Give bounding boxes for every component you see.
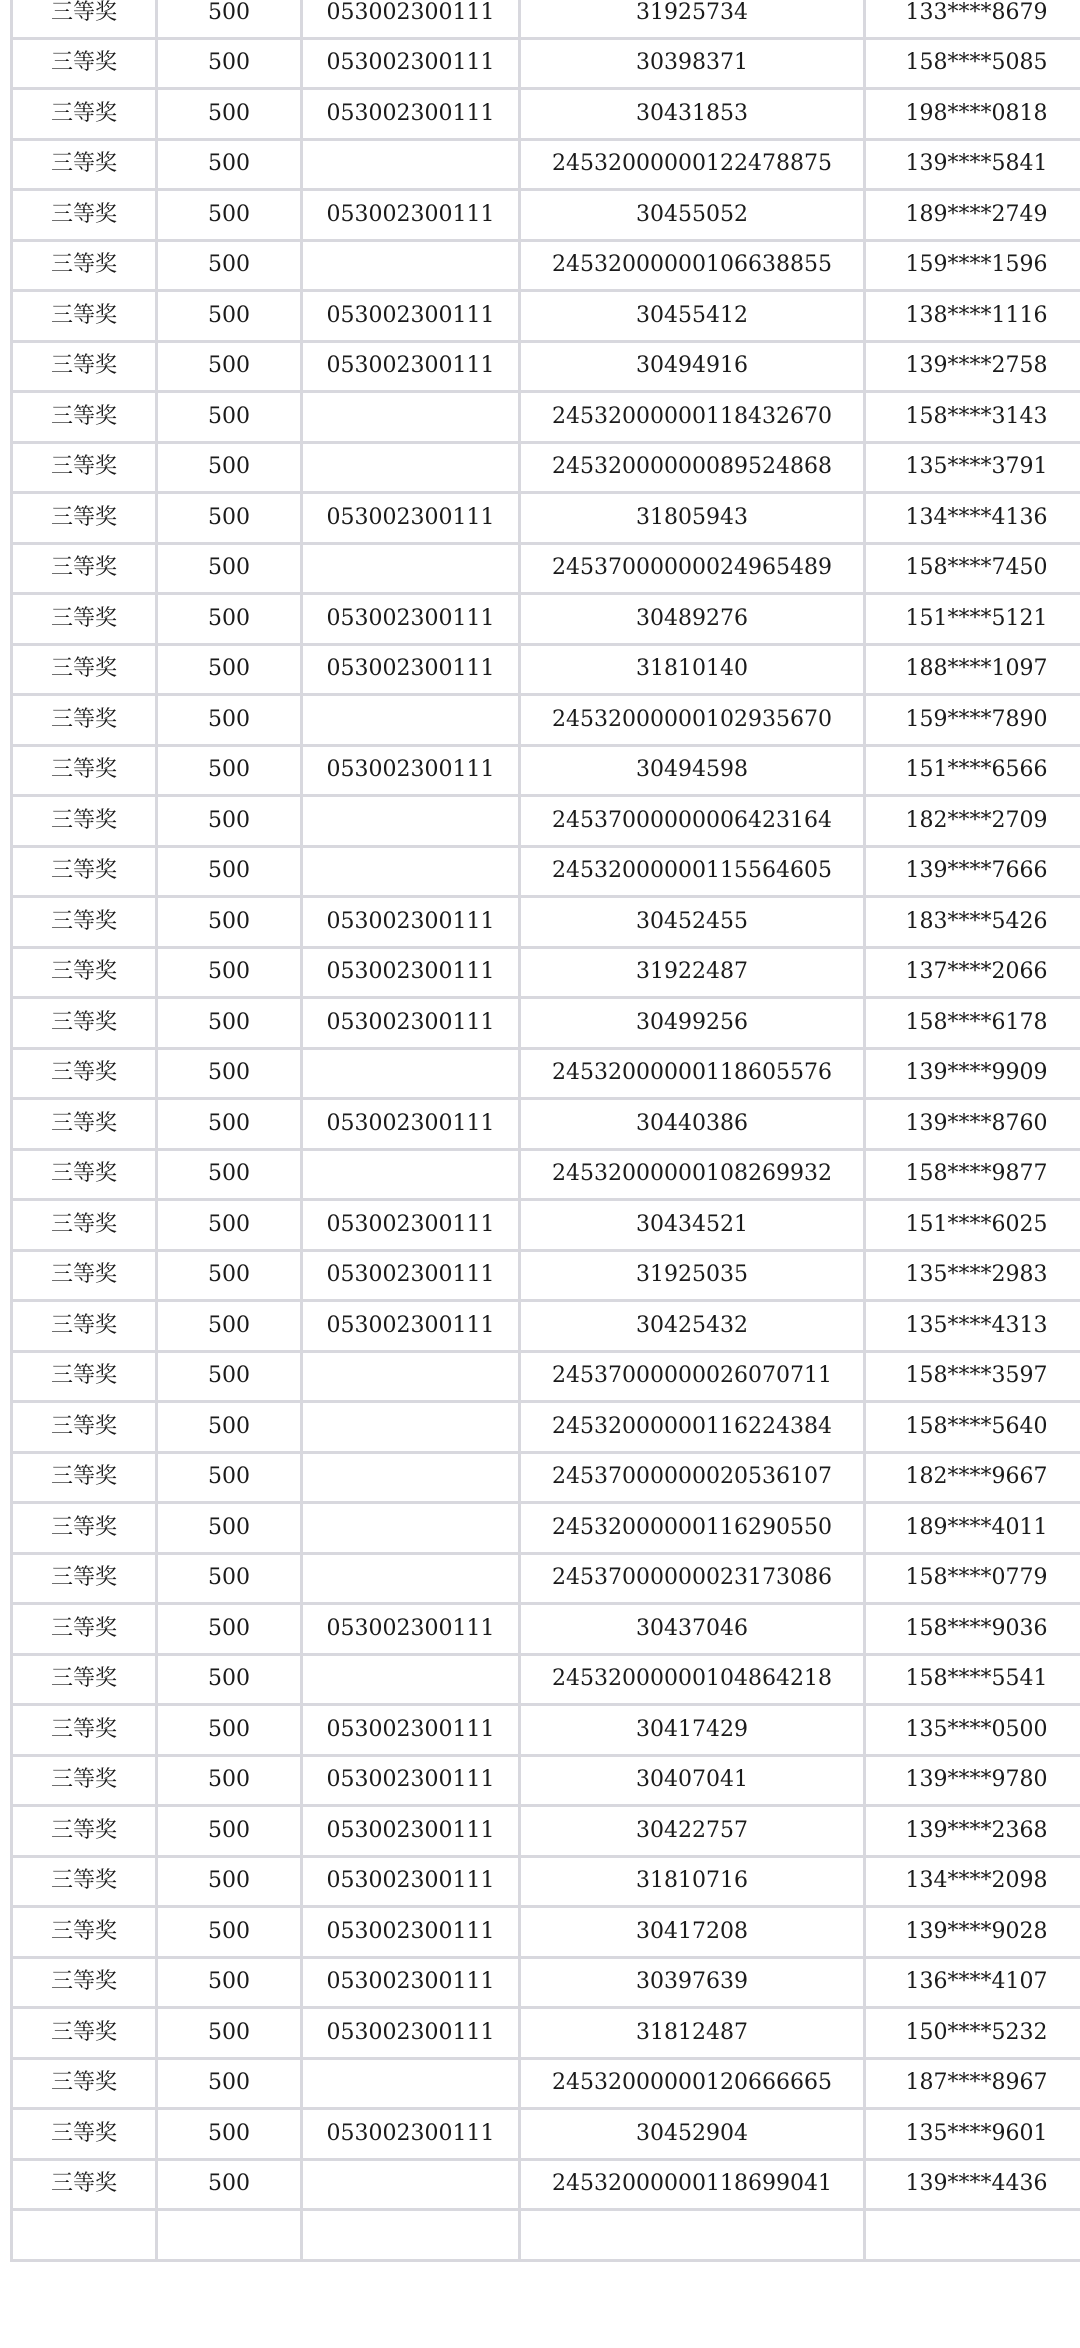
phone-number-cell: 158****9036 bbox=[865, 1604, 1080, 1655]
phone-number-cell: 139****9028 bbox=[865, 1907, 1080, 1958]
prize-level-cell: 三等奖 bbox=[12, 1907, 157, 1958]
phone-number-cell: 183****5426 bbox=[865, 897, 1080, 948]
store-code-cell bbox=[302, 442, 520, 493]
store-code-cell bbox=[302, 796, 520, 847]
store-code-cell: 053002300111 bbox=[302, 1301, 520, 1352]
prize-level-cell: 三等奖 bbox=[12, 644, 157, 695]
prize-level-cell: 三等奖 bbox=[12, 1654, 157, 1705]
phone-number-cell: 139****2758 bbox=[865, 341, 1080, 392]
store-code-cell: 053002300111 bbox=[302, 1604, 520, 1655]
phone-number-cell: 159****7890 bbox=[865, 695, 1080, 746]
phone-number-cell: 187****8967 bbox=[865, 2058, 1080, 2109]
ticket-number-cell: 24532000000118605576 bbox=[520, 1048, 865, 1099]
prize-level-cell: 三等奖 bbox=[12, 1250, 157, 1301]
prize-amount-cell: 500 bbox=[157, 392, 302, 443]
prize-amount-cell: 500 bbox=[157, 594, 302, 645]
phone-number-cell: 139****9780 bbox=[865, 1755, 1080, 1806]
store-code-cell bbox=[302, 1503, 520, 1554]
ticket-number-cell: 31922487 bbox=[520, 947, 865, 998]
table-row bbox=[12, 1351, 1080, 1402]
ticket-number-cell: 30417208 bbox=[520, 1907, 865, 1958]
prize-amount-cell: 500 bbox=[157, 1351, 302, 1402]
prize-level-cell: 三等奖 bbox=[12, 0, 157, 38]
table-row bbox=[12, 2008, 1080, 2059]
table-row bbox=[12, 1048, 1080, 1099]
phone-number-cell bbox=[865, 2210, 1080, 2261]
table-row bbox=[12, 1654, 1080, 1705]
prize-amount-cell: 500 bbox=[157, 1705, 302, 1756]
store-code-cell bbox=[302, 392, 520, 443]
ticket-number-cell: 30422757 bbox=[520, 1806, 865, 1857]
ticket-number-cell: 30452904 bbox=[520, 2109, 865, 2160]
table-row bbox=[12, 1907, 1080, 1958]
prize-level-cell bbox=[12, 2210, 157, 2261]
phone-number-cell: 158****5541 bbox=[865, 1654, 1080, 1705]
ticket-number-cell: 31810140 bbox=[520, 644, 865, 695]
prize-amount-cell: 500 bbox=[157, 291, 302, 342]
phone-number-cell: 158****6178 bbox=[865, 998, 1080, 1049]
ticket-number-cell: 30407041 bbox=[520, 1755, 865, 1806]
ticket-number-cell: 31925035 bbox=[520, 1250, 865, 1301]
prize-amount-cell: 500 bbox=[157, 695, 302, 746]
ticket-number-cell: 24532000000089524868 bbox=[520, 442, 865, 493]
table-row bbox=[12, 998, 1080, 1049]
phone-number-cell: 151****6566 bbox=[865, 745, 1080, 796]
table-row bbox=[12, 947, 1080, 998]
store-code-cell bbox=[302, 1048, 520, 1099]
phone-number-cell: 182****9667 bbox=[865, 1452, 1080, 1503]
prize-level-cell: 三等奖 bbox=[12, 1099, 157, 1150]
store-code-cell: 053002300111 bbox=[302, 89, 520, 140]
store-code-cell: 053002300111 bbox=[302, 2008, 520, 2059]
prize-level-cell: 三等奖 bbox=[12, 1301, 157, 1352]
prize-level-cell: 三等奖 bbox=[12, 139, 157, 190]
store-code-cell: 053002300111 bbox=[302, 1200, 520, 1251]
ticket-number-cell: 24532000000115564605 bbox=[520, 846, 865, 897]
phone-number-cell: 158****5085 bbox=[865, 38, 1080, 89]
prize-level-cell: 三等奖 bbox=[12, 2008, 157, 2059]
store-code-cell bbox=[302, 139, 520, 190]
table-row bbox=[12, 341, 1080, 392]
phone-number-cell: 139****2368 bbox=[865, 1806, 1080, 1857]
store-code-cell: 053002300111 bbox=[302, 745, 520, 796]
store-code-cell: 053002300111 bbox=[302, 644, 520, 695]
prize-level-cell: 三等奖 bbox=[12, 442, 157, 493]
prize-level-cell: 三等奖 bbox=[12, 695, 157, 746]
phone-number-cell: 136****4107 bbox=[865, 1957, 1080, 2008]
ticket-number-cell: 31925734 bbox=[520, 0, 865, 38]
ticket-number-cell: 24537000000006423164 bbox=[520, 796, 865, 847]
store-code-cell: 053002300111 bbox=[302, 1806, 520, 1857]
phone-number-cell: 135****4313 bbox=[865, 1301, 1080, 1352]
prize-amount-cell: 500 bbox=[157, 796, 302, 847]
prize-level-cell: 三等奖 bbox=[12, 1452, 157, 1503]
store-code-cell bbox=[302, 1351, 520, 1402]
phone-number-cell: 159****1596 bbox=[865, 240, 1080, 291]
store-code-cell: 053002300111 bbox=[302, 38, 520, 89]
prize-level-cell: 三等奖 bbox=[12, 2109, 157, 2160]
prize-amount-cell: 500 bbox=[157, 38, 302, 89]
ticket-number-cell: 30417429 bbox=[520, 1705, 865, 1756]
prize-amount-cell: 500 bbox=[157, 1755, 302, 1806]
prize-amount-cell: 500 bbox=[157, 1200, 302, 1251]
phone-number-cell: 189****4011 bbox=[865, 1503, 1080, 1554]
prize-level-cell: 三等奖 bbox=[12, 1200, 157, 1251]
table-row bbox=[12, 392, 1080, 443]
table-row bbox=[12, 442, 1080, 493]
table-row bbox=[12, 1806, 1080, 1857]
table-row bbox=[12, 2159, 1080, 2210]
prize-level-cell: 三等奖 bbox=[12, 947, 157, 998]
table-row bbox=[12, 796, 1080, 847]
store-code-cell bbox=[302, 2058, 520, 2109]
phone-number-cell: 139****9909 bbox=[865, 1048, 1080, 1099]
phone-number-cell: 158****3143 bbox=[865, 392, 1080, 443]
prize-amount-cell: 500 bbox=[157, 2159, 302, 2210]
table-row bbox=[12, 745, 1080, 796]
store-code-cell: 053002300111 bbox=[302, 2109, 520, 2160]
prize-amount-cell: 500 bbox=[157, 493, 302, 544]
prize-amount-cell: 500 bbox=[157, 1402, 302, 1453]
phone-number-cell: 198****0818 bbox=[865, 89, 1080, 140]
ticket-number-cell: 24537000000020536107 bbox=[520, 1452, 865, 1503]
prize-amount-cell: 500 bbox=[157, 1604, 302, 1655]
table-row bbox=[12, 1301, 1080, 1352]
store-code-cell bbox=[302, 695, 520, 746]
phone-number-cell: 135****3791 bbox=[865, 442, 1080, 493]
prize-amount-cell: 500 bbox=[157, 1907, 302, 1958]
ticket-number-cell: 30437046 bbox=[520, 1604, 865, 1655]
prize-level-cell: 三等奖 bbox=[12, 1048, 157, 1099]
table-row bbox=[12, 1149, 1080, 1200]
table-row bbox=[12, 291, 1080, 342]
phone-number-cell: 134****2098 bbox=[865, 1856, 1080, 1907]
prize-level-cell: 三等奖 bbox=[12, 89, 157, 140]
store-code-cell: 053002300111 bbox=[302, 1755, 520, 1806]
table-row bbox=[12, 1099, 1080, 1150]
prize-amount-cell: 500 bbox=[157, 1654, 302, 1705]
ticket-number-cell: 24532000000104864218 bbox=[520, 1654, 865, 1705]
prize-amount-cell bbox=[157, 2210, 302, 2261]
prize-amount-cell: 500 bbox=[157, 1856, 302, 1907]
ticket-number-cell: 30397639 bbox=[520, 1957, 865, 2008]
phone-number-cell: 189****2749 bbox=[865, 190, 1080, 241]
prize-level-cell: 三等奖 bbox=[12, 1705, 157, 1756]
prize-amount-cell: 500 bbox=[157, 139, 302, 190]
prize-amount-cell: 500 bbox=[157, 2058, 302, 2109]
ticket-number-cell: 30489276 bbox=[520, 594, 865, 645]
phone-number-cell: 158****3597 bbox=[865, 1351, 1080, 1402]
table-row bbox=[12, 89, 1080, 140]
prize-level-cell: 三等奖 bbox=[12, 1604, 157, 1655]
table-row bbox=[12, 1604, 1080, 1655]
table-row bbox=[12, 695, 1080, 746]
ticket-number-cell: 30499256 bbox=[520, 998, 865, 1049]
store-code-cell: 053002300111 bbox=[302, 1907, 520, 1958]
ticket-number-cell: 30425432 bbox=[520, 1301, 865, 1352]
prize-level-cell: 三等奖 bbox=[12, 897, 157, 948]
store-code-cell: 053002300111 bbox=[302, 493, 520, 544]
ticket-number-cell: 24532000000102935670 bbox=[520, 695, 865, 746]
prize-amount-cell: 500 bbox=[157, 998, 302, 1049]
ticket-number-cell: 24532000000108269932 bbox=[520, 1149, 865, 1200]
store-code-cell: 053002300111 bbox=[302, 190, 520, 241]
phone-number-cell: 135****2983 bbox=[865, 1250, 1080, 1301]
prize-amount-cell: 500 bbox=[157, 89, 302, 140]
prize-amount-cell: 500 bbox=[157, 1503, 302, 1554]
ticket-number-cell: 31810716 bbox=[520, 1856, 865, 1907]
prize-level-cell: 三等奖 bbox=[12, 1957, 157, 2008]
phone-number-cell: 133****8679 bbox=[865, 0, 1080, 38]
table-row bbox=[12, 1755, 1080, 1806]
prize-level-cell: 三等奖 bbox=[12, 998, 157, 1049]
prize-amount-cell: 500 bbox=[157, 442, 302, 493]
table-row bbox=[12, 1402, 1080, 1453]
store-code-cell bbox=[302, 1402, 520, 1453]
table-row bbox=[12, 543, 1080, 594]
store-code-cell bbox=[302, 2210, 520, 2261]
table-row bbox=[12, 1856, 1080, 1907]
table-row bbox=[12, 0, 1080, 38]
prize-amount-cell: 500 bbox=[157, 1553, 302, 1604]
phone-number-cell: 158****5640 bbox=[865, 1402, 1080, 1453]
prize-level-cell: 三等奖 bbox=[12, 291, 157, 342]
phone-number-cell: 188****1097 bbox=[865, 644, 1080, 695]
prize-level-cell: 三等奖 bbox=[12, 493, 157, 544]
ticket-number-cell: 31805943 bbox=[520, 493, 865, 544]
prize-amount-cell: 500 bbox=[157, 1957, 302, 2008]
winners-table-body bbox=[12, 0, 1080, 2260]
prize-amount-cell: 500 bbox=[157, 1149, 302, 1200]
prize-amount-cell: 500 bbox=[157, 2008, 302, 2059]
prize-level-cell: 三等奖 bbox=[12, 240, 157, 291]
table-row bbox=[12, 2210, 1080, 2261]
table-row bbox=[12, 38, 1080, 89]
store-code-cell: 053002300111 bbox=[302, 897, 520, 948]
phone-number-cell: 139****8760 bbox=[865, 1099, 1080, 1150]
phone-number-cell: 158****7450 bbox=[865, 543, 1080, 594]
table-row bbox=[12, 2109, 1080, 2160]
table-row bbox=[12, 240, 1080, 291]
prize-amount-cell: 500 bbox=[157, 0, 302, 38]
table-row bbox=[12, 846, 1080, 897]
prize-amount-cell: 500 bbox=[157, 1301, 302, 1352]
ticket-number-cell: 24537000000026070711 bbox=[520, 1351, 865, 1402]
store-code-cell bbox=[302, 240, 520, 291]
prize-amount-cell: 500 bbox=[157, 1452, 302, 1503]
ticket-number-cell: 30494916 bbox=[520, 341, 865, 392]
store-code-cell: 053002300111 bbox=[302, 291, 520, 342]
winners-table bbox=[10, 0, 1080, 2262]
prize-level-cell: 三等奖 bbox=[12, 2159, 157, 2210]
store-code-cell: 053002300111 bbox=[302, 998, 520, 1049]
table-row bbox=[12, 493, 1080, 544]
phone-number-cell: 139****7666 bbox=[865, 846, 1080, 897]
phone-number-cell: 151****6025 bbox=[865, 1200, 1080, 1251]
prize-amount-cell: 500 bbox=[157, 341, 302, 392]
prize-level-cell: 三等奖 bbox=[12, 1806, 157, 1857]
phone-number-cell: 158****9877 bbox=[865, 1149, 1080, 1200]
phone-number-cell: 151****5121 bbox=[865, 594, 1080, 645]
table-row bbox=[12, 594, 1080, 645]
store-code-cell bbox=[302, 1654, 520, 1705]
ticket-number-cell: 31812487 bbox=[520, 2008, 865, 2059]
prize-level-cell: 三等奖 bbox=[12, 190, 157, 241]
store-code-cell bbox=[302, 2159, 520, 2210]
prize-level-cell: 三等奖 bbox=[12, 1755, 157, 1806]
store-code-cell bbox=[302, 1553, 520, 1604]
store-code-cell: 053002300111 bbox=[302, 1856, 520, 1907]
phone-number-cell: 182****2709 bbox=[865, 796, 1080, 847]
phone-number-cell: 158****0779 bbox=[865, 1553, 1080, 1604]
store-code-cell bbox=[302, 846, 520, 897]
store-code-cell: 053002300111 bbox=[302, 0, 520, 38]
store-code-cell: 053002300111 bbox=[302, 1250, 520, 1301]
table-row bbox=[12, 139, 1080, 190]
store-code-cell: 053002300111 bbox=[302, 1705, 520, 1756]
prize-amount-cell: 500 bbox=[157, 190, 302, 241]
prize-level-cell: 三等奖 bbox=[12, 341, 157, 392]
phone-number-cell: 134****4136 bbox=[865, 493, 1080, 544]
table-row bbox=[12, 1553, 1080, 1604]
ticket-number-cell: 30455412 bbox=[520, 291, 865, 342]
prize-amount-cell: 500 bbox=[157, 947, 302, 998]
table-row bbox=[12, 644, 1080, 695]
ticket-number-cell: 30494598 bbox=[520, 745, 865, 796]
store-code-cell: 053002300111 bbox=[302, 341, 520, 392]
ticket-number-cell: 24532000000106638855 bbox=[520, 240, 865, 291]
phone-number-cell: 139****5841 bbox=[865, 139, 1080, 190]
ticket-number-cell: 30455052 bbox=[520, 190, 865, 241]
phone-number-cell: 150****5232 bbox=[865, 2008, 1080, 2059]
prize-amount-cell: 500 bbox=[157, 1048, 302, 1099]
table-row bbox=[12, 190, 1080, 241]
store-code-cell bbox=[302, 1149, 520, 1200]
prize-amount-cell: 500 bbox=[157, 644, 302, 695]
ticket-number-cell bbox=[520, 2210, 865, 2261]
prize-amount-cell: 500 bbox=[157, 2109, 302, 2160]
prize-level-cell: 三等奖 bbox=[12, 1351, 157, 1402]
ticket-number-cell: 24532000000116224384 bbox=[520, 1402, 865, 1453]
prize-level-cell: 三等奖 bbox=[12, 1553, 157, 1604]
prize-level-cell: 三等奖 bbox=[12, 2058, 157, 2109]
store-code-cell: 053002300111 bbox=[302, 594, 520, 645]
prize-level-cell: 三等奖 bbox=[12, 1856, 157, 1907]
table-row bbox=[12, 1957, 1080, 2008]
phone-number-cell: 137****2066 bbox=[865, 947, 1080, 998]
ticket-number-cell: 30440386 bbox=[520, 1099, 865, 1150]
prize-level-cell: 三等奖 bbox=[12, 543, 157, 594]
table-row bbox=[12, 897, 1080, 948]
table-row bbox=[12, 1452, 1080, 1503]
ticket-number-cell: 24532000000118432670 bbox=[520, 392, 865, 443]
prize-amount-cell: 500 bbox=[157, 543, 302, 594]
ticket-number-cell: 24532000000120666665 bbox=[520, 2058, 865, 2109]
prize-level-cell: 三等奖 bbox=[12, 594, 157, 645]
ticket-number-cell: 24537000000024965489 bbox=[520, 543, 865, 594]
ticket-number-cell: 30398371 bbox=[520, 38, 865, 89]
prize-level-cell: 三等奖 bbox=[12, 796, 157, 847]
prize-level-cell: 三等奖 bbox=[12, 1149, 157, 1200]
phone-number-cell: 135****9601 bbox=[865, 2109, 1080, 2160]
table-row bbox=[12, 1503, 1080, 1554]
store-code-cell: 053002300111 bbox=[302, 1099, 520, 1150]
prize-amount-cell: 500 bbox=[157, 897, 302, 948]
prize-amount-cell: 500 bbox=[157, 1806, 302, 1857]
store-code-cell bbox=[302, 543, 520, 594]
prize-level-cell: 三等奖 bbox=[12, 846, 157, 897]
phone-number-cell: 139****4436 bbox=[865, 2159, 1080, 2210]
ticket-number-cell: 30452455 bbox=[520, 897, 865, 948]
prize-amount-cell: 500 bbox=[157, 1250, 302, 1301]
ticket-number-cell: 30434521 bbox=[520, 1200, 865, 1251]
table-row bbox=[12, 1250, 1080, 1301]
ticket-number-cell: 24532000000118699041 bbox=[520, 2159, 865, 2210]
store-code-cell: 053002300111 bbox=[302, 1957, 520, 2008]
ticket-number-cell: 24537000000023173086 bbox=[520, 1553, 865, 1604]
ticket-number-cell: 24532000000116290550 bbox=[520, 1503, 865, 1554]
phone-number-cell: 135****0500 bbox=[865, 1705, 1080, 1756]
prize-level-cell: 三等奖 bbox=[12, 745, 157, 796]
prize-amount-cell: 500 bbox=[157, 1099, 302, 1150]
table-row bbox=[12, 1200, 1080, 1251]
prize-level-cell: 三等奖 bbox=[12, 1503, 157, 1554]
prize-level-cell: 三等奖 bbox=[12, 392, 157, 443]
table-row bbox=[12, 2058, 1080, 2109]
prize-amount-cell: 500 bbox=[157, 846, 302, 897]
ticket-number-cell: 24532000000122478875 bbox=[520, 139, 865, 190]
prize-level-cell: 三等奖 bbox=[12, 38, 157, 89]
prize-amount-cell: 500 bbox=[157, 240, 302, 291]
phone-number-cell: 138****1116 bbox=[865, 291, 1080, 342]
table-row bbox=[12, 1705, 1080, 1756]
ticket-number-cell: 30431853 bbox=[520, 89, 865, 140]
prize-level-cell: 三等奖 bbox=[12, 1402, 157, 1453]
prize-amount-cell: 500 bbox=[157, 745, 302, 796]
store-code-cell: 053002300111 bbox=[302, 947, 520, 998]
store-code-cell bbox=[302, 1452, 520, 1503]
